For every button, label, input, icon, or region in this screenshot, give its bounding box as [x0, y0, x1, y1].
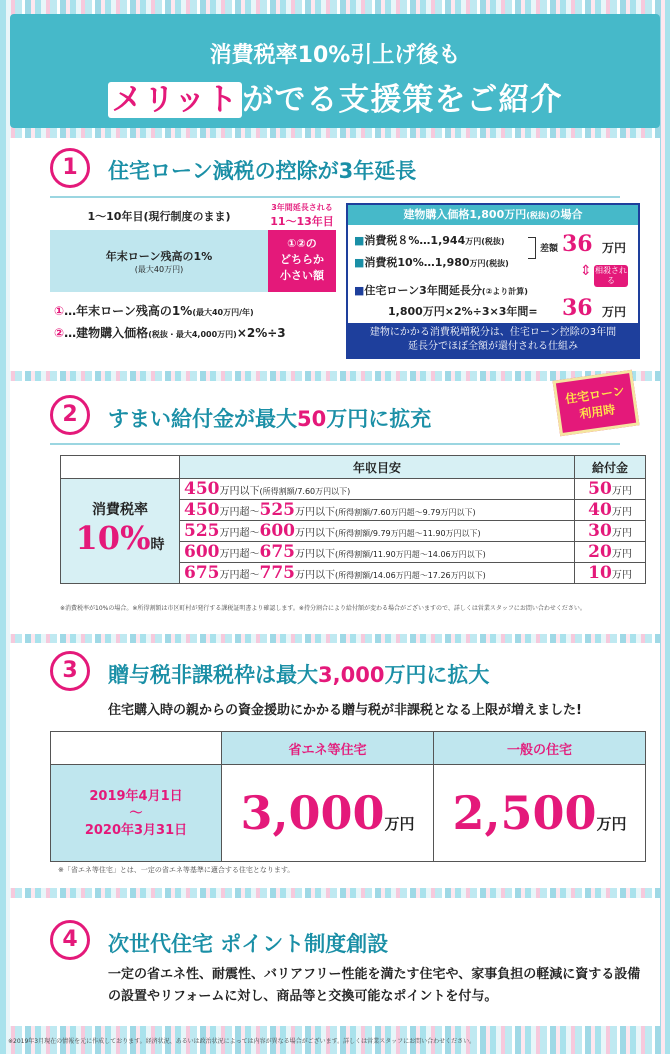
income-a-unit: 万円超〜 [219, 507, 260, 518]
section2-number: 2 [50, 395, 90, 435]
offset-badge: 相殺される [595, 266, 627, 285]
gift-tax-table [50, 731, 646, 862]
row-label-top: 消費税率 [92, 501, 148, 518]
bar-note-right: 3年間延長される [271, 203, 333, 212]
income-a: 600 [184, 542, 220, 562]
tax8-text: 消費税８%…1,944 [364, 234, 466, 247]
section1-title: 住宅ローン減税の控除が3年延長 [108, 159, 417, 183]
calc-box [346, 203, 640, 359]
gift-value1-unit: 万円 [384, 815, 415, 833]
tax10-text: 消費税10%…1,980 [364, 256, 470, 269]
income-a: 450 [184, 479, 220, 499]
section3-title-pre: 贈与税非課税枠は最大 [108, 663, 318, 687]
section2-footnote: ※消費税率が10%の場合。※所得割額は市区町村が発行する課税証明書より確認します。※持分割合により給付額が変わる場合がございますので、詳しくは営業スタッフにお問い合わせください。 [60, 605, 586, 612]
diff-bracket [528, 237, 536, 259]
tax8-unit: 万円(税抜) [465, 237, 505, 246]
income-b-unit: 万円以下 [295, 570, 335, 581]
benefit-amount: 40 [588, 500, 612, 520]
col-benefit: 給付金 [575, 456, 646, 479]
header-line1: 消費税率10%引上げ後も [209, 43, 461, 68]
gift-value2-number: 2,500 [452, 786, 597, 840]
gift-period-start: 2019年4月1日 [89, 788, 183, 804]
note2-mark: ② [54, 326, 65, 340]
income-cell-4 [180, 563, 575, 584]
gift-col1: 省エネ等住宅 [222, 732, 434, 765]
calc-title-small: (税抜) [526, 211, 550, 220]
benefit-amount: 50 [588, 479, 612, 499]
benefit-unit: 万円 [611, 570, 632, 581]
table-corner [61, 456, 180, 479]
income-a: 525 [184, 521, 220, 541]
income-b-unit: 万円以下 [295, 507, 335, 518]
benefit-cell-0 [575, 479, 646, 500]
income-a-unit: 万円超〜 [219, 570, 260, 581]
section4-panel [10, 898, 660, 1026]
benefit-unit: 万円 [611, 486, 632, 497]
income-cell-1 [180, 500, 575, 521]
gift-period [51, 765, 222, 862]
ext-calc: 1,800万円×2%÷3×3年間= [388, 305, 538, 318]
section1-number: 1 [50, 148, 90, 188]
section2-title [108, 403, 431, 433]
income-b: 525 [259, 500, 295, 520]
gift-header-row [51, 732, 646, 765]
section1-divider [50, 196, 620, 198]
bar-extension: ①②の どちらか 小さい額 [268, 230, 336, 292]
income-b: 600 [259, 521, 295, 541]
tax10-unit: 万円(税抜) [469, 259, 509, 268]
section3-title-post: 万円に拡大 [384, 663, 490, 687]
section2-title-post: 万円に拡充 [326, 407, 432, 431]
income-note: (所得割額/7.60万円超〜9.79万円以下) [335, 508, 476, 517]
income-cell-0 [180, 479, 575, 500]
gift-corner [51, 732, 222, 765]
benefit-cell-1 [575, 500, 646, 521]
ext-label: 住宅ローン3年間延長分 [364, 284, 482, 297]
note2-text: …建物購入価格 [64, 326, 149, 340]
income-note: (所得割額/14.06万円超〜17.26万円以下) [335, 571, 486, 580]
note1 [54, 302, 254, 319]
income-a-unit: 万円超〜 [219, 549, 260, 560]
income-note: (所得割額/9.79万円超〜11.90万円以下) [335, 529, 481, 538]
header-line2-rest: がでる支援策をご紹介 [242, 82, 563, 118]
page-header [10, 14, 660, 128]
section3-panel [10, 643, 660, 888]
ext-label-small: (②より計算) [481, 287, 528, 296]
income-note: (所得割額/7.60万円以下) [259, 487, 351, 496]
tax8-line: ■消費税８%…1,944万円(税抜) [354, 234, 505, 247]
calc-title-text: 建物購入価格1,800万円 [403, 208, 527, 221]
row-label-big: 10% [75, 518, 151, 557]
header-highlight: メリット [108, 82, 243, 118]
note2 [54, 324, 286, 341]
section3-title [108, 659, 489, 689]
calc-box-title [348, 205, 638, 225]
income-cell-3 [180, 542, 575, 563]
row-label-tail: 時 [150, 536, 165, 553]
bar-label-left: 1〜10年目(現行制度のまま) [87, 210, 231, 223]
table-row [61, 479, 646, 500]
benefit-table [60, 455, 646, 584]
section2-panel [10, 381, 660, 634]
benefit-unit: 万円 [611, 528, 632, 539]
diff-label: 差額 [540, 244, 559, 254]
income-note: (所得割額/11.90万円超〜14.06万円以下) [335, 550, 486, 559]
mortgage-badge: 住宅ローン 利用時 [552, 370, 639, 437]
gift-value2 [434, 765, 646, 862]
benefit-amount: 20 [588, 542, 612, 562]
income-a-unit: 万円以下 [219, 486, 260, 497]
calc-title-tail: の場合 [549, 208, 583, 221]
gift-period-sep: 〜 [129, 805, 143, 821]
ext-unit: 万円 [602, 305, 627, 319]
gift-col2: 一般の住宅 [434, 732, 646, 765]
header-line2 [10, 74, 660, 119]
income-b: 675 [259, 542, 295, 562]
bar-label-right: 11〜13年目 [270, 215, 334, 228]
income-b-unit: 万円以下 [295, 528, 335, 539]
income-a-unit: 万円超〜 [219, 528, 260, 539]
section2-title-num: 50 [297, 407, 327, 431]
page-footer-note: ※2019年3月現在の情報を元に作成しております。経済状況、あるいは政治状況によっては内容が異なる場合がございます。詳しくは営業スタッフにお問い合わせください。 [8, 1038, 476, 1045]
gift-value1 [222, 765, 434, 862]
bar-text-left: 年末ローン残高の1% [105, 250, 213, 263]
section2-divider [50, 443, 620, 445]
income-cell-2 [180, 521, 575, 542]
income-b-unit: 万円以下 [295, 549, 335, 560]
section4-number: 4 [50, 920, 90, 960]
diff-value: 36 [562, 231, 593, 257]
note2-tail: ×2%÷3 [236, 326, 286, 340]
section3-number: 3 [50, 651, 90, 691]
income-a: 675 [184, 563, 220, 583]
section3-title-num: 3,000 [318, 663, 385, 687]
row-label-rate [65, 519, 175, 564]
note2-small: (税抜・最大4,000万円) [148, 330, 237, 339]
bar-current [50, 230, 268, 292]
benefit-cell-2 [575, 521, 646, 542]
section4-title: 次世代住宅 ポイント制度創設 [108, 932, 389, 956]
row-label [61, 479, 180, 584]
section3-footnote: ※「省エネ等住宅」とは、一定の省エネ等基準に適合する住宅となります。 [58, 866, 295, 874]
benefit-amount: 10 [588, 563, 612, 583]
updown-arrow-icon: ⇕ [580, 263, 592, 279]
col-income: 年収目安 [180, 456, 575, 479]
section2-title-pre: すまい給付金が最大 [108, 407, 297, 431]
tax10-line: ■消費税10%…1,980万円(税抜) [354, 256, 509, 269]
table-header-row [61, 456, 646, 479]
diff-unit: 万円 [602, 241, 627, 255]
section1-panel [10, 138, 660, 371]
benefit-amount: 30 [588, 521, 612, 541]
section4-body: 一定の省エネ性、耐震性、バリアフリー性能を満たす住宅や、家事負担の軽減に資する設備の設置やリフォームに対し、商品等と交換可能なポイントを付与。 [108, 967, 641, 1004]
ext-value: 36 [562, 295, 593, 321]
ext-line: ■住宅ローン3年間延長分(②より計算) [354, 284, 528, 297]
income-b: 775 [259, 563, 295, 583]
gift-period-end: 2020年3月31日 [84, 822, 188, 838]
note1-small: (最大40万円/年) [192, 308, 254, 317]
benefit-cell-3 [575, 542, 646, 563]
calc-box-footer: 建物にかかる消費税増税分は、住宅ローン控除の3年間 延長分でほぼ全額が還付される仕組み [348, 323, 638, 357]
benefit-unit: 万円 [611, 507, 632, 518]
benefit-cell-4 [575, 563, 646, 584]
note1-text: …年末ローン残高の1% [64, 304, 193, 318]
benefit-unit: 万円 [611, 549, 632, 560]
note1-mark: ① [54, 304, 65, 318]
gift-value2-unit: 万円 [596, 815, 627, 833]
gift-value1-number: 3,000 [240, 786, 385, 840]
bar-text-left-sub: (最大40万円) [134, 265, 184, 274]
income-a: 450 [184, 500, 220, 520]
section3-lead: 住宅購入時の親からの資金援助にかかる贈与税が非課税となる上限が増えました! [108, 703, 582, 718]
gift-value-row [51, 765, 646, 862]
